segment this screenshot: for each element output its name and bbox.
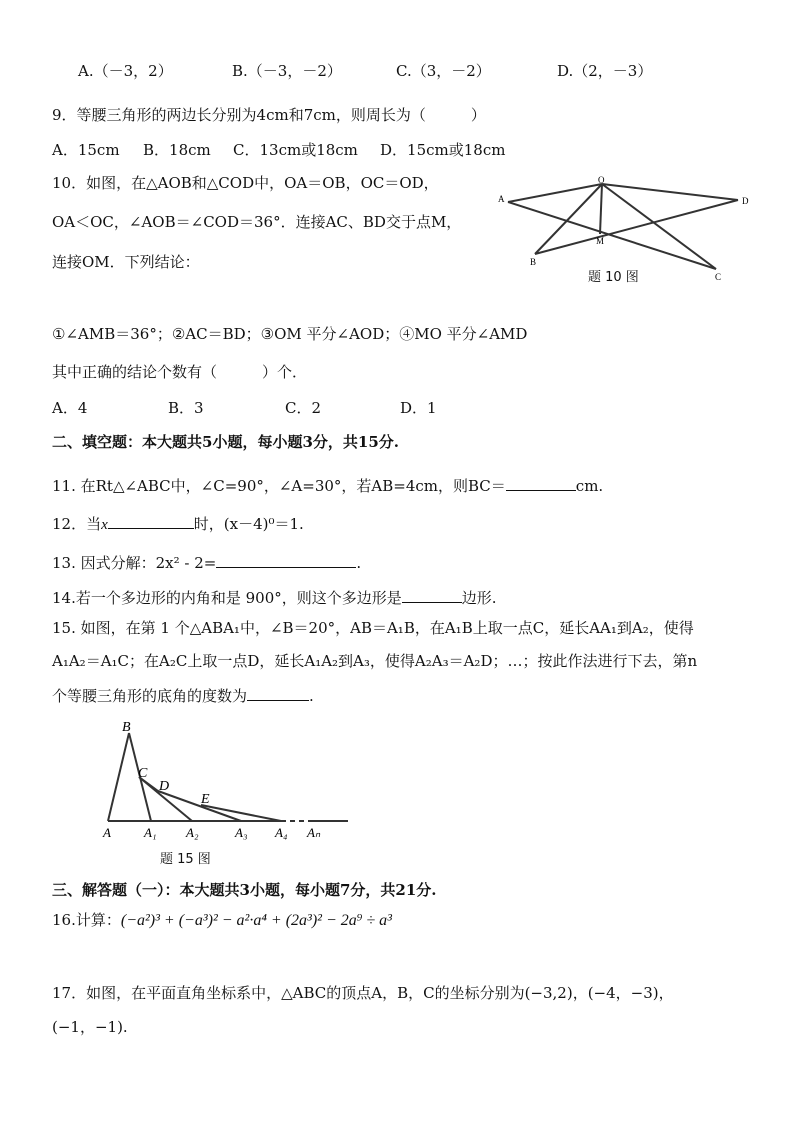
q9-option-a: A．15cm — [52, 141, 120, 159]
q16-prefix: 16.计算： — [52, 911, 121, 929]
q8-option-d: D.（2，－3） — [557, 62, 653, 80]
q15-label-a3: A₃ — [235, 825, 248, 840]
q10-label-o: O — [598, 175, 605, 185]
q11-unit: cm. — [575, 477, 604, 495]
q15-figure-caption: 题 15 图 — [160, 852, 211, 867]
section-3-heading: 三、解答题（一）：本大题共3小题，每小题7分，共21分. — [52, 881, 437, 899]
q8-option-b: B.（－3，－2） — [232, 62, 342, 80]
q15-label-a4: A₄ — [275, 825, 288, 840]
q10-line-2: OA＜OC，∠AOB＝∠COD＝36°．连接AC、BD交于点M， — [52, 213, 462, 231]
q14-answer-blank[interactable] — [402, 588, 462, 603]
q15-label-an: Aₙ — [307, 825, 321, 840]
q11-text: 11. 在Rt△∠ABC中，∠C=90°，∠A=30°，若AB=4cm，则BC＝ — [52, 477, 506, 495]
q12-var: x — [101, 517, 108, 533]
q12-answer-blank[interactable] — [108, 514, 194, 529]
q13 — [52, 552, 361, 573]
q9-option-c: C．13cm或18cm — [233, 141, 358, 159]
q15-label-e: E — [201, 792, 210, 807]
q10-label-m: M — [596, 236, 605, 246]
q12-prefix: 12．当 — [52, 515, 102, 533]
q11-answer-blank[interactable] — [506, 476, 576, 491]
q15-label-d: D — [159, 779, 170, 794]
q14-prefix: 14.若一个多边形的内角和是 900°，则这个多边形是 — [52, 589, 402, 607]
q10-option-a: A．4 — [52, 399, 88, 417]
q15-line-3 — [52, 685, 314, 706]
q9-option-b: B．18cm — [143, 141, 211, 159]
q15-answer-blank[interactable] — [247, 686, 309, 701]
q10-conclusions: ①∠AMB＝36°；②AC＝BD；③OM 平分∠AOD；④MO 平分∠AMD — [52, 325, 528, 343]
q15-label-b: B — [122, 720, 131, 735]
q14 — [52, 587, 497, 608]
q10-option-d: D．1 — [400, 399, 437, 417]
q15-line-2: A₁A₂＝A₁C；在A₂C上取一点D，延长A₁A₂到A₃，使得A₂A₃＝A₂D；…；按此作法进行下去，第n — [52, 652, 698, 670]
q14-suffix: 边形. — [461, 589, 497, 607]
q15-line-3-text: 个等腰三角形的底角的度数为 — [52, 687, 248, 705]
q13-answer-blank[interactable] — [216, 553, 356, 568]
q15-line-1: 15. 如图，在第 1 个△ABA₁中，∠B＝20°，AB＝A₁B，在A₁B上取一点C，延长AA₁到A₂，使得 — [52, 619, 694, 637]
q15-label-a: A — [103, 825, 111, 840]
q16-expression: (−a²)³ + (−a³)² − a²·a⁴ + (2a³)² − 2a⁹ ÷ a³ — [120, 912, 392, 929]
q8-option-c: C.（3，－2） — [396, 62, 491, 80]
q15-label-c: C — [138, 766, 148, 781]
q12-suffix: 时，(x－4)⁰＝1. — [193, 515, 304, 533]
q10-line-3: 连接OM．下列结论： — [52, 253, 200, 271]
q13-suffix: . — [356, 554, 362, 572]
q10-label-c: C — [715, 272, 722, 282]
q10-figure-caption: 题 10 图 — [588, 270, 639, 285]
q9-option-d: D．15cm或18cm — [380, 141, 506, 159]
q9-stem: 9．等腰三角形的两边长分别为4cm和7cm，则周长为（ ） — [52, 106, 486, 124]
q10-option-b: B．3 — [168, 399, 204, 417]
q10-option-c: C．2 — [285, 399, 322, 417]
q11 — [52, 475, 603, 496]
q17-line-1: 17．如图，在平面直角坐标系中，△ABC的顶点A，B，C的坐标分别为(−3,2)，(−4，−3)， — [52, 984, 674, 1002]
q15-label-a1: A₁ — [144, 825, 157, 840]
q10-line-1: 10．如图，在△AOB和△COD中，OA＝OB，OC＝OD， — [52, 174, 439, 192]
q13-prefix: 13. 因式分解：2x² - 2= — [52, 554, 217, 572]
q8-option-a: A.（－3，2） — [78, 62, 173, 80]
q15-line-3-end: . — [309, 687, 314, 705]
section-2-heading: 二、填空题：本大题共5小题，每小题3分，共15分. — [52, 433, 399, 451]
q16 — [52, 909, 392, 930]
q12 — [52, 513, 304, 534]
q10-label-b: B — [530, 257, 537, 267]
q10-question: 其中正确的结论个数有（ ）个． — [52, 363, 308, 381]
q15-figure — [98, 717, 358, 842]
q17-line-2: (−1，−1). — [52, 1018, 128, 1036]
q10-label-d: D — [742, 196, 749, 206]
q15-label-a2: A₂ — [186, 825, 199, 840]
q10-label-a: A — [498, 194, 505, 204]
